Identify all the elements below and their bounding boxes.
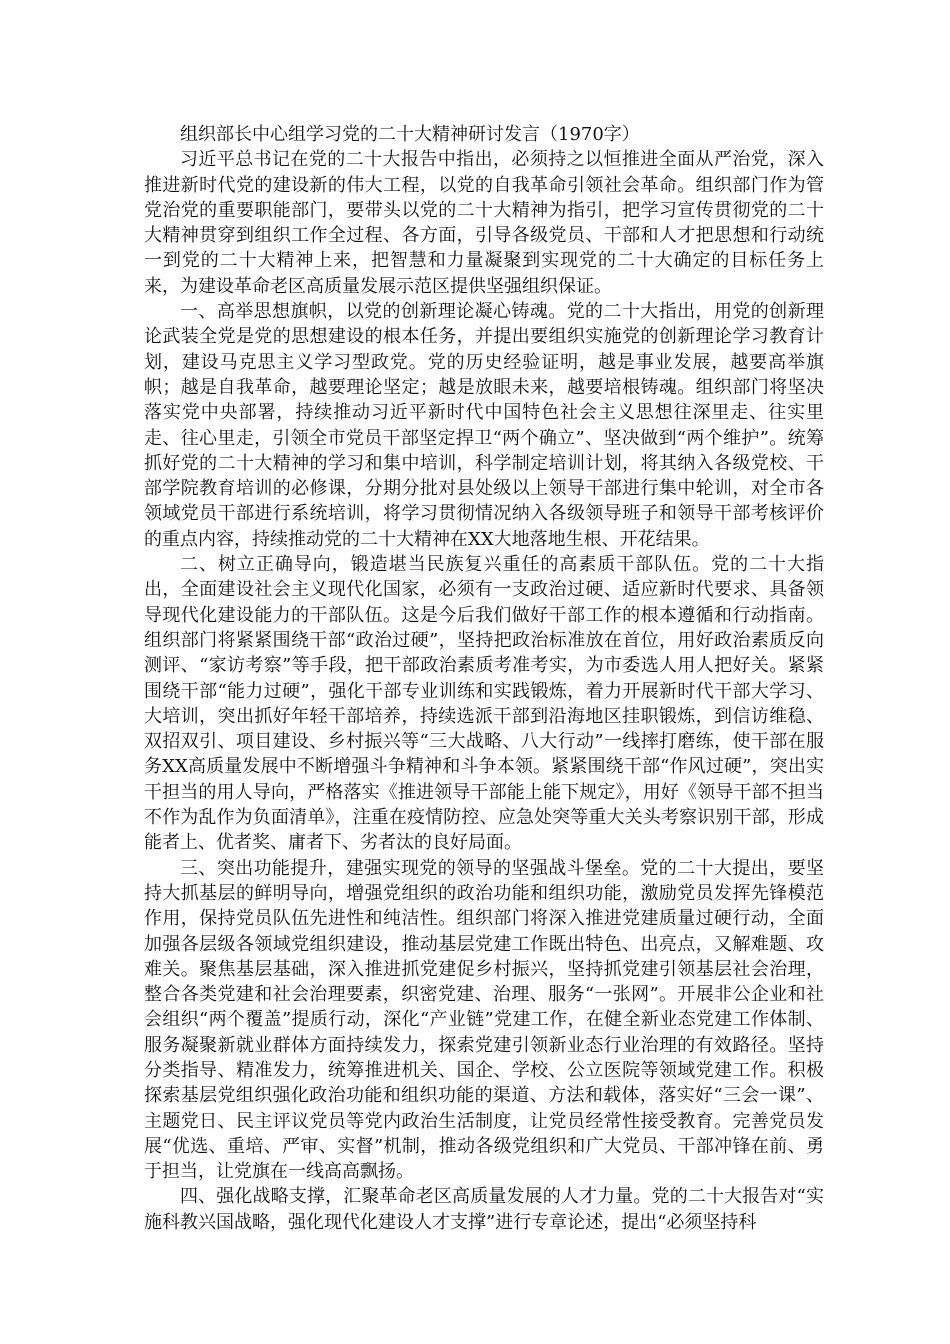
section-one-paragraph: 一、高举思想旗帜，以党的创新理论凝心铸魂。党的二十大指出，用党的创新理论武装全党是党的思想建设的根本任务，并提出要组织实施党的创新理论学习教育计划，建设马克思主义学习型政党。党的历史经验证明，越是事业发展，越要高举旗帜；越是自我革命，越要理论坚定；越是放眼未来，越要培根铸魂。组织部门将坚决落实党中央部署，持续推动习近平新时代中国特色社会主义思想往深里走、往实里走、往心里走，引领全市党员干部坚定捍卫“两个确立”、坚决做到“两个维护”。统筹抓好党的二十大精神的学习和集中培训，科学制定培训计划，将其纳入各级党校、干部学院教育培训的必修课，分期分批对县处级以上领导干部进行集中轮训，对全市各领域党员干部进行系统培训，将学习贯彻情况纳入各级领导班子和领导干部考核评价的重点内容，持续推动党的二十大精神在XX大地落地生根、开花结果。 — [144, 301, 824, 550]
intro-paragraph: 习近平总书记在党的二十大报告中指出，必须持之以恒推进全面从严治党，深入推进新时代党的建设新的伟大工程，以党的自我革命引领社会革命。组织部门作为管党治党的重要职能部门，要带头以党的二十大精神为指引，把学习宣传贯彻党的二十大精神贯穿到组织工作全过程、各方面，引导各级党员、干部和人才把思想和行动统一到党的二十大精神上来，把智慧和力量凝聚到实现党的二十大确定的目标任务上来，为建设革命老区高质量发展示范区提供坚强组织保证。 — [144, 149, 824, 297]
section-three-paragraph: 三、突出功能提升，建强实现党的领导的坚强战斗堡垒。党的二十大提出，要坚持大抓基层的鲜明导向，增强党组织的政治功能和组织功能，激励党员发挥先锋模范作用，保持党员队伍先进性和纯洁性。组织部门将深入推进党建质量过硬行动，全面加强各层级各领域党组织建设，推动基层党建工作既出特色、出亮点，又解难题、攻难关。聚焦基层基础，深入推进抓党建促乡村振兴，坚持抓党建引领基层社会治理，整合各类党建和社会治理要素，织密党建、治理、服务“一张网”。开展非公企业和社会组织“两个覆盖”提质行动，深化“产业链”党建工作，在健全新业态党建工作体制、服务凝聚新就业群体方面持续发力，探索党建引领新业态行业治理的有效路径。坚持分类指导、精准发力，统筹推进机关、国企、学校、公立医院等领域党建工作。积极探索基层党组织强化政治功能和组织功能的渠道、方法和载体，落实好“三会一课”、主题党日、民主评议党员等党内政治生活制度，让党员经常性接受教育。完善党员发展“优选、重培、严审、实督”机制，推动各级党组织和广大党员、干部冲锋在前、勇于担当，让党旗在一线高高飘扬。 — [144, 857, 824, 1183]
document-page — [144, 122, 824, 1235]
section-four-paragraph: 四、强化战略支撑，汇聚革命老区高质量发展的人才力量。党的二十大报告对“实施科教兴国战略，强化现代化建设人才支撑”进行专章论述，提出“必须坚持科 — [144, 1186, 824, 1233]
section-two-paragraph: 二、树立正确导向，锻造堪当民族复兴重任的高素质干部队伍。党的二十大指出，全面建设社会主义现代化国家，必须有一支政治过硬、适应新时代要求、具备领导现代化建设能力的干部队伍。这是今后我们做好干部工作的根本遵循和行动指南。组织部门将紧紧围绕干部“政治过硬”，坚持把政治标准放在首位，用好政治素质反向测评、“家访考察”等手段，把干部政治素质考准考实，为市委选人用人把好关。紧紧围绕干部“能力过硬”，强化干部专业训练和实践锻炼，着力开展新时代干部大学习、大培训，突出抓好年轻干部培养，持续选派干部到沿海地区挂职锻炼，到信访维稳、双招双引、项目建设、乡村振兴等“三大战略、八大行动”一线摔打磨练，使干部在服务XX高质量发展中不断增强斗争精神和斗争本领。紧紧围绕干部“作风过硬”，突出实干担当的用人导向，严格落实《推进领导干部能上能下规定》，用好《领导干部不担当不作为乱作为负面清单》，注重在疫情防控、应急处突等重大关头考察识别干部，形成能者上、优者奖、庸者下、劣者汰的良好局面。 — [144, 554, 824, 854]
document-title: 组织部长中心组学习党的二十大精神研讨发言（1970字） — [180, 124, 640, 145]
